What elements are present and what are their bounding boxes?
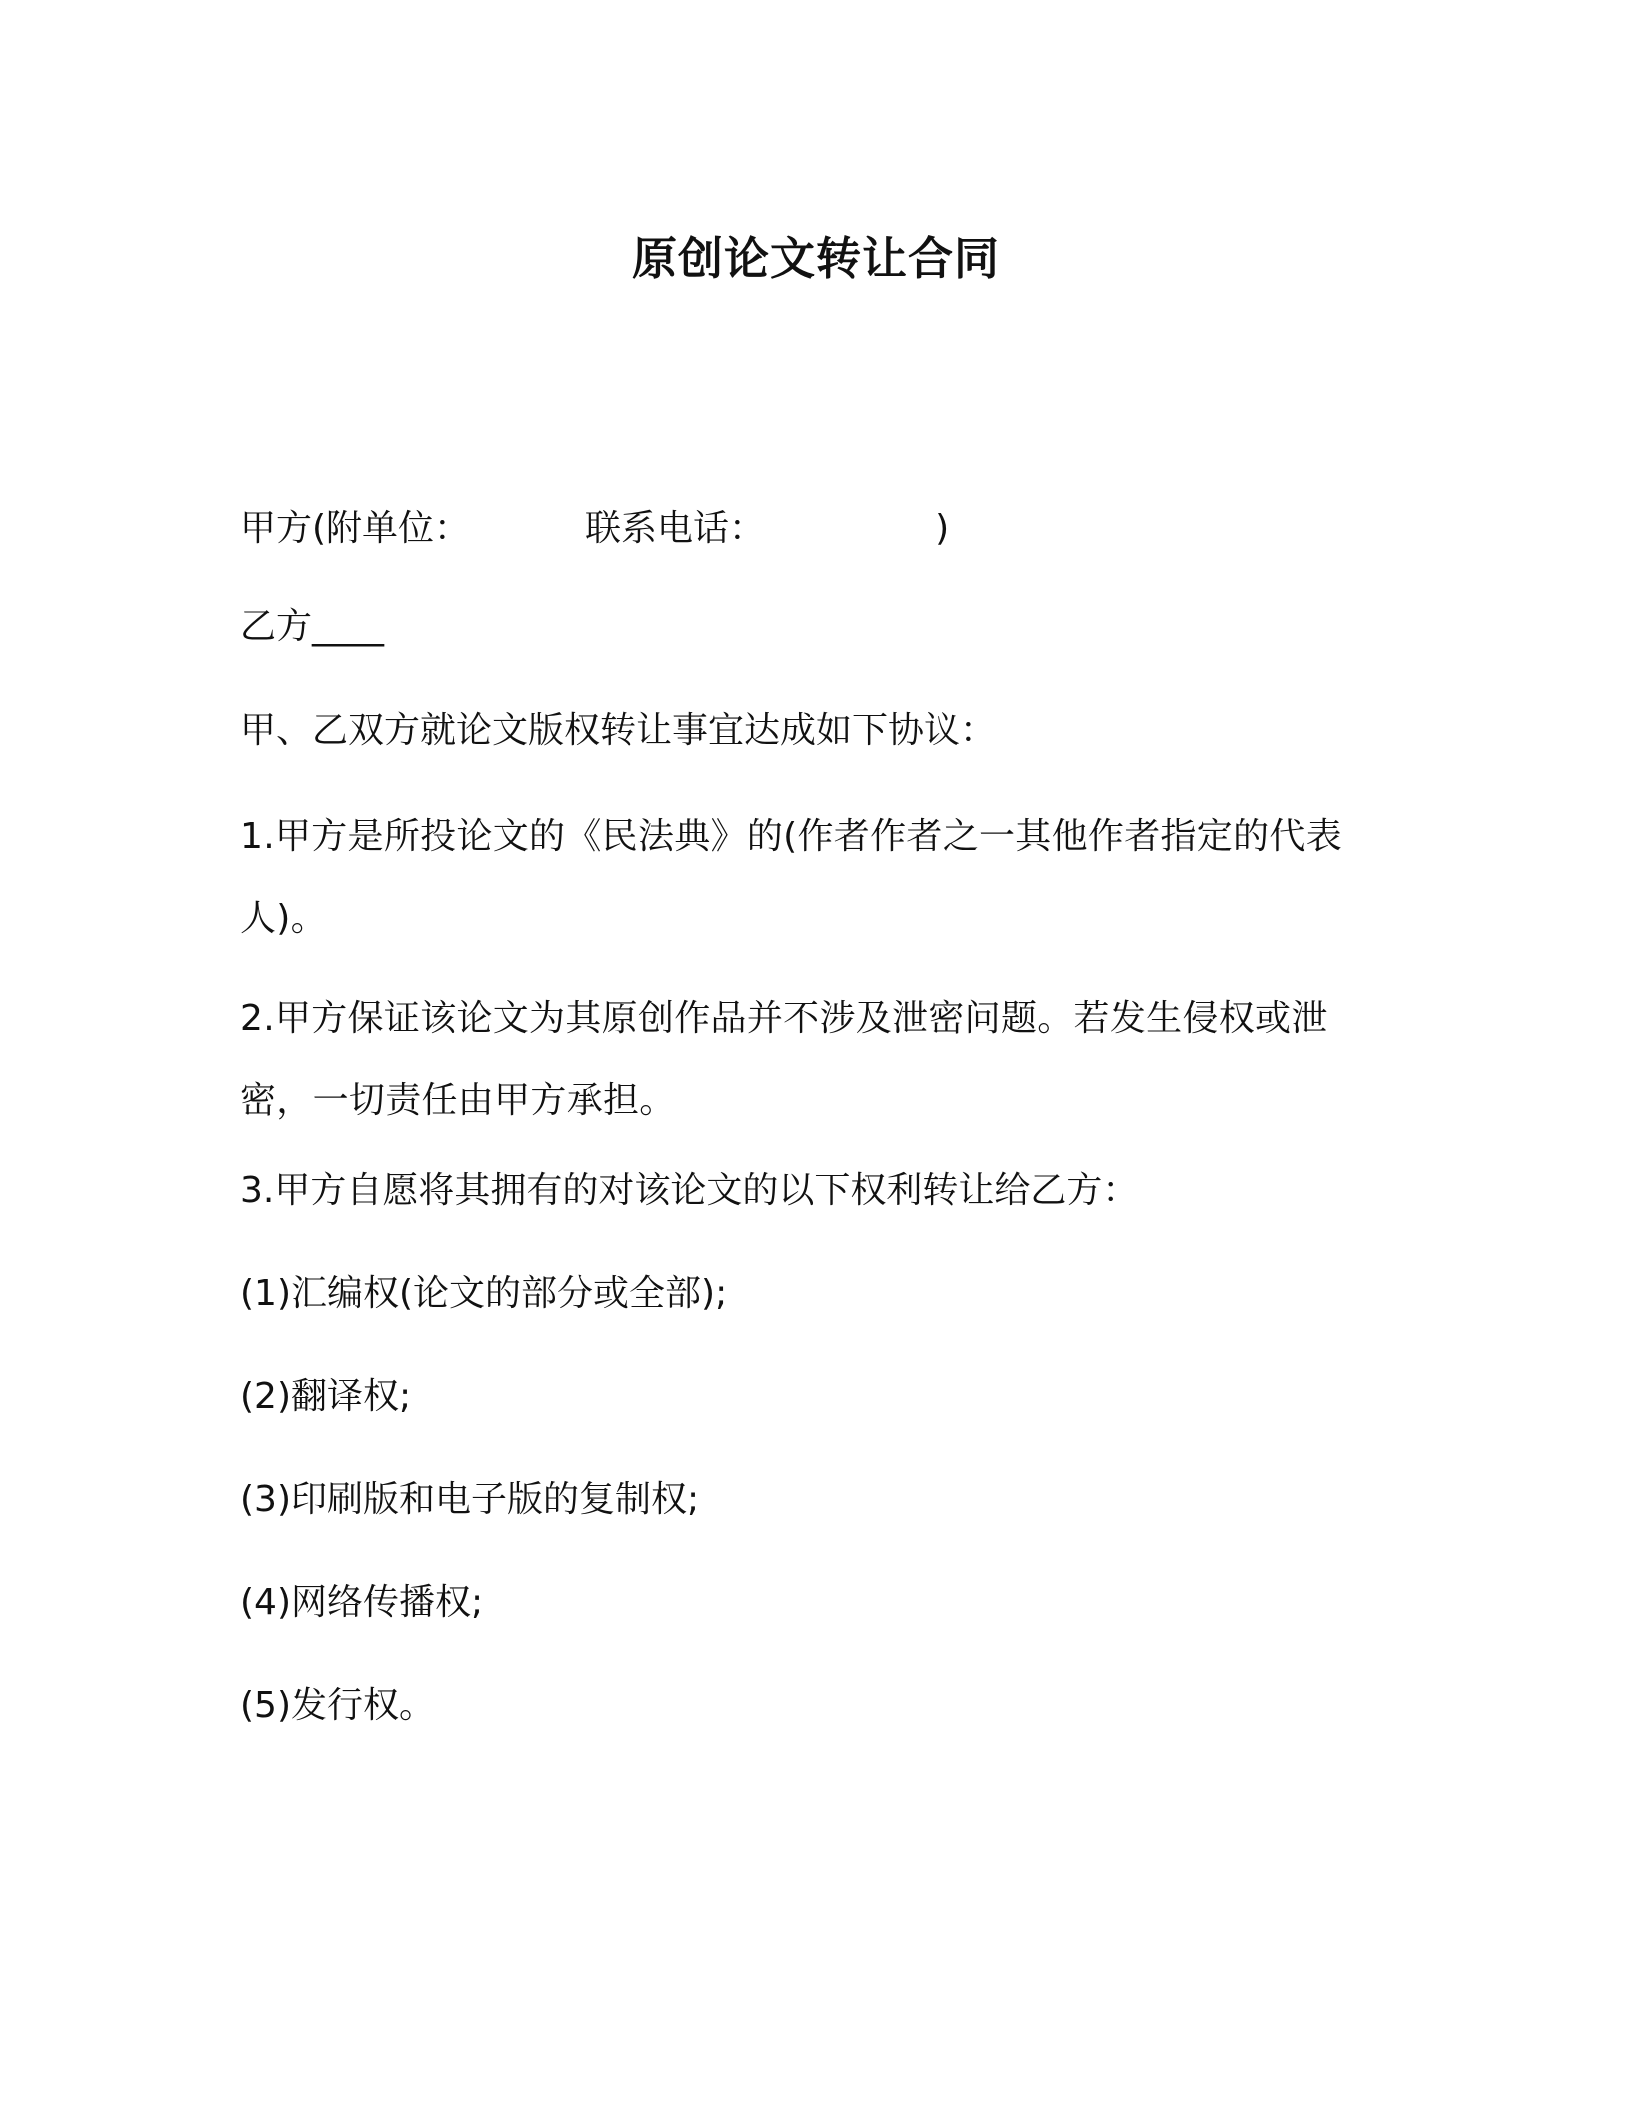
clause-1: 1.甲方是所投论文的《民法典》的(作者作者之一其他作者指定的代表人)。 [240,816,1342,939]
party-a-contact-label: 联系电话： [585,508,766,549]
right-item-1: (1)汇编权(论文的部分或全部); [240,1273,728,1314]
agreement-intro: 甲、乙双方就论文版权转让事宜达成如下协议： [240,710,997,751]
right-item-4: (4)网络传播权; [240,1582,484,1623]
party-a-label: 甲方(附单位： [240,508,471,549]
right-item-2: (2)翻译权; [240,1376,412,1417]
right-item-5: (5)发行权。 [240,1685,435,1726]
party-a-line [240,505,949,553]
right-item-3: (3)印刷版和电子版的复制权; [240,1479,700,1520]
document-title: 原创论文转让合同 [631,232,1000,285]
clause-2: 2.甲方保证该论文为其原创作品并不涉及泄密问题。若发生侵权或泄密，一切责任由甲方承担。 [240,998,1328,1121]
party-b-line: 乙方____ [240,606,385,647]
clause-3: 3.甲方自愿将其拥有的对该论文的以下权利转让给乙方： [240,1170,1139,1211]
party-a-close: ) [935,508,950,549]
